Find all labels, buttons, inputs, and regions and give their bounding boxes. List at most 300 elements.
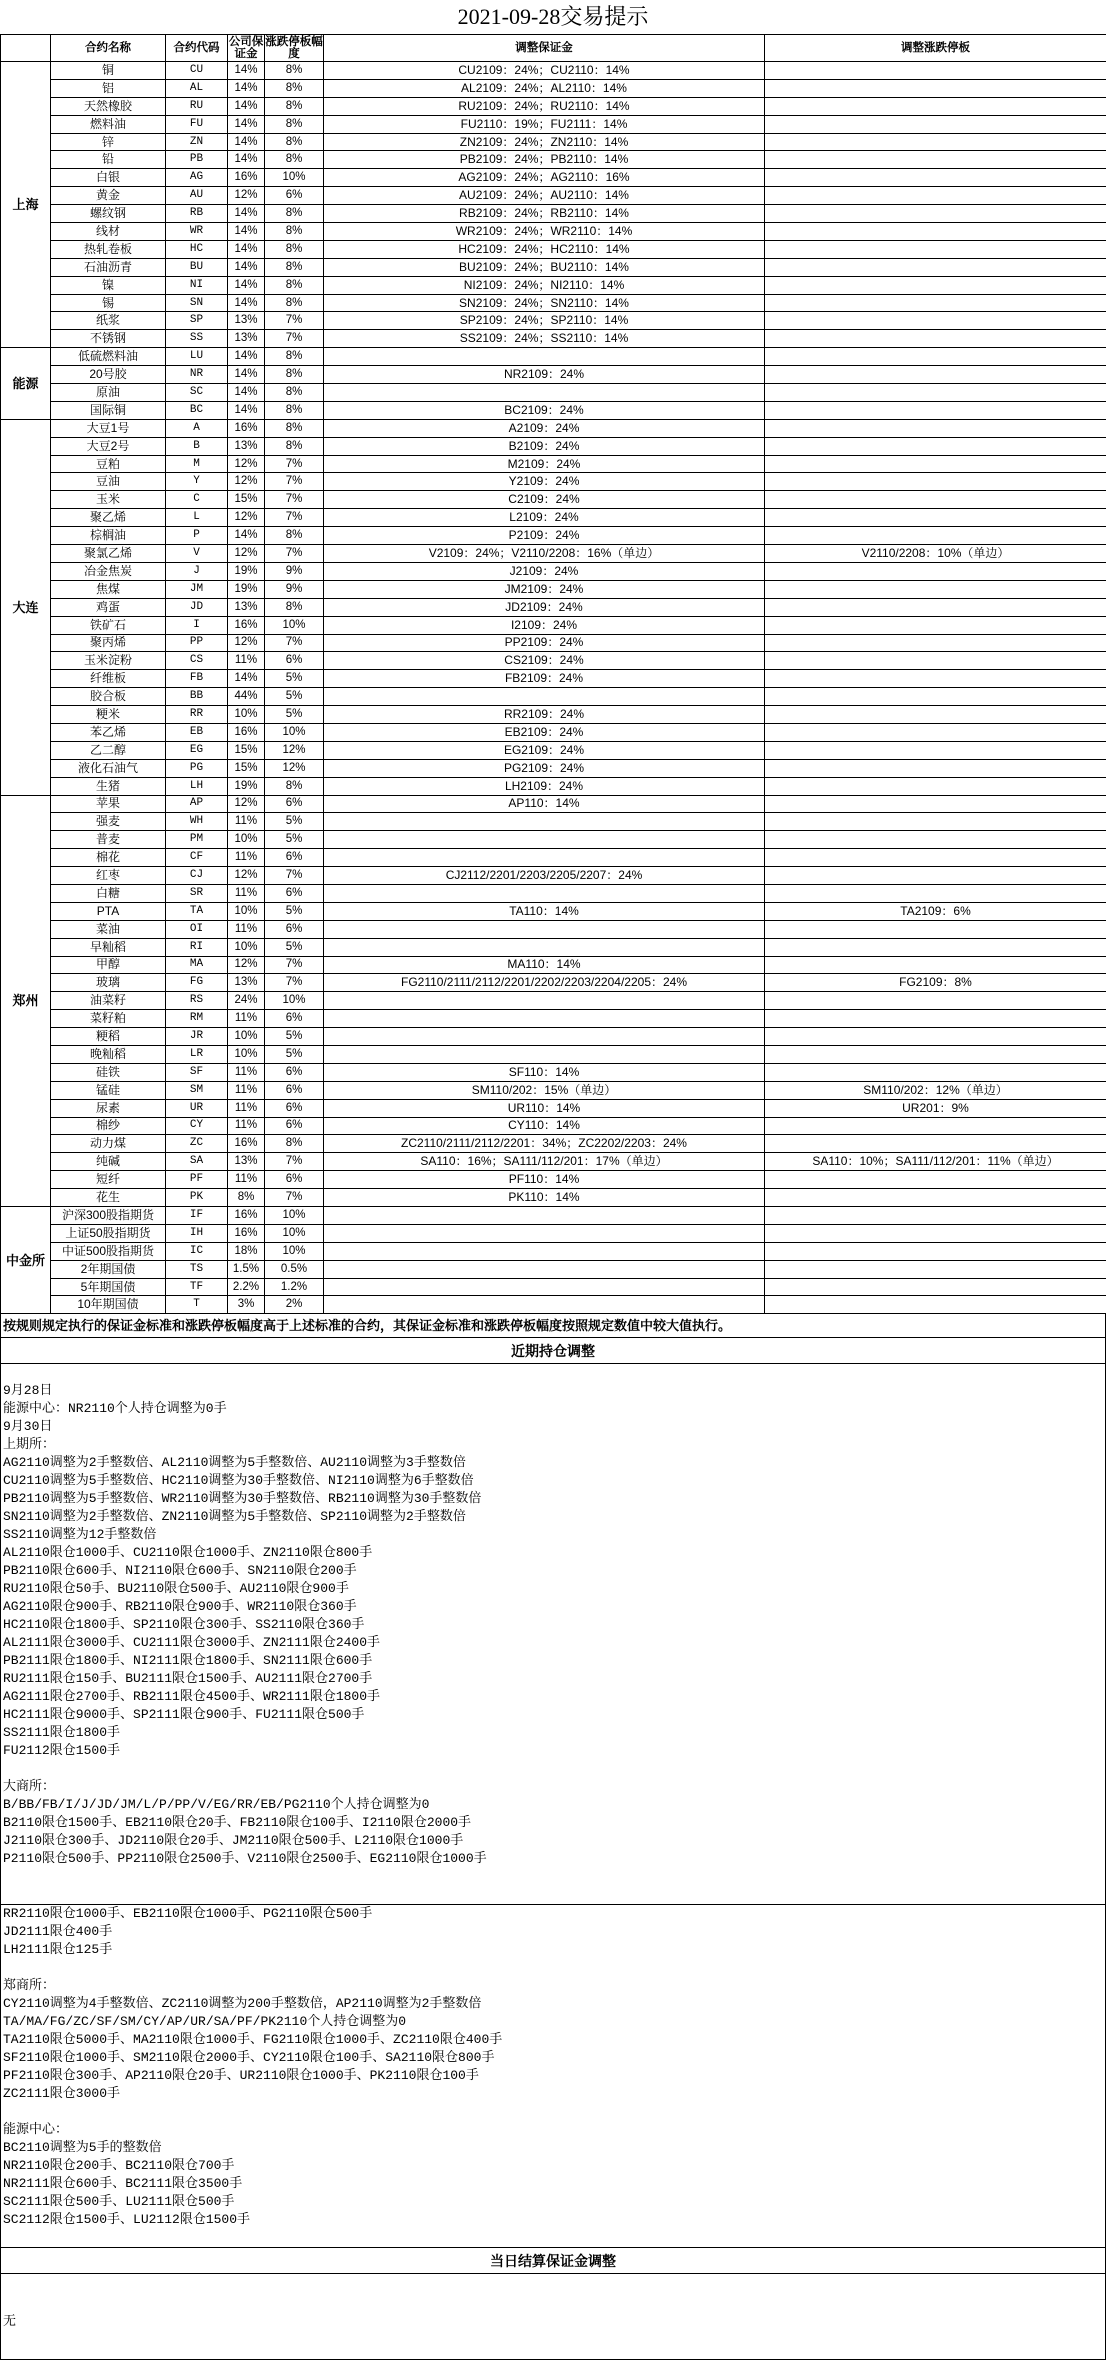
adjustment-line: PF2110限仓300手、AP2110限仓20手、UR2110限仓1000手、PK2110限仓100手 (3, 2068, 479, 2084)
contract-code-cell: I (166, 616, 228, 634)
contract-code-cell: J (166, 562, 228, 580)
price-limit-cell: 7% (265, 330, 324, 348)
price-limit-cell: 7% (265, 956, 324, 974)
contract-code-cell: OI (166, 920, 228, 938)
adjusted-margin-cell: NI2109：24%；NI2110：14% (324, 276, 765, 294)
contract-code-cell: V (166, 545, 228, 563)
table-row (1, 1099, 1106, 1117)
table-row (1, 276, 1106, 294)
table-row (1, 670, 1106, 688)
price-limit-cell: 6% (265, 1063, 324, 1081)
adjusted-margin-cell (324, 384, 765, 402)
company-margin-cell: 12% (228, 455, 265, 473)
adjusted-margin-cell: PB2109：24%；PB2110：14% (324, 151, 765, 169)
adjustment-line: 9月30日 (3, 1419, 53, 1435)
table-row (1, 562, 1106, 580)
adjustment-line: LH2111限仓125手 (3, 1942, 113, 1958)
contract-code-cell: MA (166, 956, 228, 974)
adjusted-limit-cell (765, 1189, 1106, 1207)
contract-code-cell: RS (166, 992, 228, 1010)
company-margin-cell: 11% (228, 813, 265, 831)
adjusted-margin-cell (324, 1010, 765, 1028)
adjusted-margin-cell: B2109：24% (324, 437, 765, 455)
adjusted-limit-cell (765, 849, 1106, 867)
adjusted-limit-cell (765, 598, 1106, 616)
contract-name-cell: 2年期国债 (51, 1260, 166, 1278)
contract-code-cell: EB (166, 723, 228, 741)
contract-name-cell: 生猪 (51, 777, 166, 795)
position-adjustment-block-1 (0, 1364, 1106, 1905)
adjusted-margin-cell: P2109：24% (324, 527, 765, 545)
contract-code-cell: IF (166, 1207, 228, 1225)
adjusted-margin-cell: EG2109：24% (324, 741, 765, 759)
company-margin-cell: 16% (228, 169, 265, 187)
price-limit-cell: 7% (265, 1189, 324, 1207)
company-margin-cell: 10% (228, 706, 265, 724)
adjustment-line (3, 2103, 1103, 2121)
contract-code-cell: AU (166, 187, 228, 205)
table-row (1, 1117, 1106, 1135)
table-row (1, 723, 1106, 741)
table-row (1, 688, 1106, 706)
adjusted-margin-cell: AG2109：24%；AG2110：16% (324, 169, 765, 187)
adjusted-limit-cell (765, 1063, 1106, 1081)
price-limit-cell: 9% (265, 580, 324, 598)
adjustment-line: 郑商所： (3, 1978, 56, 1994)
adjusted-limit-cell (765, 455, 1106, 473)
contract-code-cell: PM (166, 831, 228, 849)
company-margin-cell: 14% (228, 62, 265, 80)
price-limit-cell: 8% (265, 205, 324, 223)
adjusted-limit-cell (765, 759, 1106, 777)
adjustment-line (3, 1886, 1103, 1904)
contract-code-cell: FG (166, 974, 228, 992)
company-margin-cell: 10% (228, 1045, 265, 1063)
header-exchange (1, 35, 51, 62)
table-row (1, 330, 1106, 348)
adjusted-limit-cell (765, 491, 1106, 509)
contract-name-cell: 黄金 (51, 187, 166, 205)
adjusted-margin-cell: JM2109：24% (324, 580, 765, 598)
adjustment-line (3, 1868, 1103, 1886)
price-limit-cell: 8% (265, 777, 324, 795)
contract-name-cell: 豆油 (51, 473, 166, 491)
adjusted-limit-cell (765, 831, 1106, 849)
adjustment-line: RR2110限仓1000手、EB2110限仓1000手、PG2110限仓500手 (3, 1906, 373, 1922)
adjusted-margin-cell: PP2109：24% (324, 634, 765, 652)
table-row (1, 777, 1106, 795)
header-contract-name: 合约名称 (51, 35, 166, 62)
contract-code-cell: SP (166, 312, 228, 330)
contract-name-cell: 棕榈油 (51, 527, 166, 545)
adjusted-margin-cell (324, 831, 765, 849)
contract-name-cell: 大豆1号 (51, 419, 166, 437)
table-row (1, 115, 1106, 133)
margin-table (0, 34, 1106, 1314)
price-limit-cell: 1.2% (265, 1278, 324, 1296)
contract-code-cell: TF (166, 1278, 228, 1296)
company-margin-cell: 14% (228, 527, 265, 545)
adjusted-limit-cell (765, 1296, 1106, 1314)
table-row (1, 920, 1106, 938)
contract-name-cell: 油菜籽 (51, 992, 166, 1010)
table-row (1, 1153, 1106, 1171)
table-row (1, 992, 1106, 1010)
contract-code-cell: AP (166, 795, 228, 813)
adjusted-limit-cell (765, 1028, 1106, 1046)
adjusted-limit-cell (765, 956, 1106, 974)
company-margin-cell: 10% (228, 1028, 265, 1046)
company-margin-cell: 14% (228, 240, 265, 258)
adjusted-limit-cell (765, 1135, 1106, 1153)
company-margin-cell: 15% (228, 491, 265, 509)
adjusted-limit-cell: UR201：9% (765, 1099, 1106, 1117)
adjusted-limit-cell (765, 1224, 1106, 1242)
price-limit-cell: 8% (265, 401, 324, 419)
contract-name-cell: 花生 (51, 1189, 166, 1207)
adjusted-limit-cell (765, 151, 1106, 169)
contract-name-cell: 短纤 (51, 1171, 166, 1189)
price-limit-cell: 8% (265, 258, 324, 276)
adjusted-margin-cell: CU2109：24%；CU2110：14% (324, 62, 765, 80)
contract-code-cell: TA (166, 902, 228, 920)
company-margin-cell: 14% (228, 115, 265, 133)
contract-name-cell: 冶金焦炭 (51, 562, 166, 580)
adjusted-limit-cell (765, 240, 1106, 258)
adjustment-line: TA/MA/FG/ZC/SF/SM/CY/AP/UR/SA/PF/PK2110个人持仓调整为0 (3, 2014, 407, 2030)
adjusted-margin-cell (324, 1028, 765, 1046)
contract-code-cell: PF (166, 1171, 228, 1189)
price-limit-cell: 6% (265, 1099, 324, 1117)
price-limit-cell: 10% (265, 1224, 324, 1242)
contract-name-cell: 棉纱 (51, 1117, 166, 1135)
price-limit-cell: 7% (265, 867, 324, 885)
table-row (1, 902, 1106, 920)
table-row (1, 616, 1106, 634)
contract-code-cell: CS (166, 652, 228, 670)
contract-code-cell: RM (166, 1010, 228, 1028)
position-adjustment-title: 近期持仓调整 (0, 1338, 1106, 1364)
adjusted-margin-cell (324, 938, 765, 956)
rule-note: 按规则规定执行的保证金标准和涨跌停板幅度高于上述标准的合约，其保证金标准和涨跌停板幅度按照规定数值中较大值执行。 (0, 1314, 1106, 1338)
contract-code-cell: LH (166, 777, 228, 795)
adjustment-line: 上期所： (3, 1437, 56, 1453)
table-row (1, 62, 1106, 80)
adjusted-margin-cell (324, 992, 765, 1010)
adjustment-line: PB2110限仓600手、NI2110限仓600手、SN2110限仓200手 (3, 1563, 357, 1579)
adjusted-limit-cell (765, 401, 1106, 419)
adjusted-margin-cell: FG2110/2111/2112/2201/2202/2203/2204/2205：24% (324, 974, 765, 992)
adjustment-line (3, 1364, 1103, 1382)
adjusted-limit-cell (765, 616, 1106, 634)
adjustment-line: SC2112限仓1500手、LU2112限仓1500手 (3, 2212, 251, 2228)
contract-code-cell: T (166, 1296, 228, 1314)
company-margin-cell: 12% (228, 956, 265, 974)
adjustment-line: SS2110调整为12手整数倍 (3, 1527, 157, 1543)
company-margin-cell: 19% (228, 580, 265, 598)
contract-name-cell: 5年期国债 (51, 1278, 166, 1296)
company-margin-cell: 13% (228, 437, 265, 455)
contract-name-cell: 天然橡胶 (51, 97, 166, 115)
adjusted-margin-cell: UR110：14% (324, 1099, 765, 1117)
adjustment-line: CY2110调整为4手整数倍、ZC2110调整为200手整数倍，AP2110调整为2手整数倍 (3, 1996, 482, 2012)
company-margin-cell: 3% (228, 1296, 265, 1314)
company-margin-cell: 14% (228, 294, 265, 312)
table-row (1, 151, 1106, 169)
table-row (1, 97, 1106, 115)
contract-name-cell: 棉花 (51, 849, 166, 867)
price-limit-cell: 5% (265, 706, 324, 724)
adjustment-line: 9月28日 (3, 1383, 53, 1399)
table-row (1, 1278, 1106, 1296)
adjusted-limit-cell (765, 580, 1106, 598)
adjusted-limit-cell (765, 258, 1106, 276)
price-limit-cell: 7% (265, 974, 324, 992)
price-limit-cell: 6% (265, 920, 324, 938)
page-title: 2021-09-28交易提示 (457, 4, 649, 29)
contract-code-cell: BU (166, 258, 228, 276)
adjusted-margin-cell: AP110：14% (324, 795, 765, 813)
adjusted-margin-cell: RB2109：24%；RB2110：14% (324, 205, 765, 223)
header-adjusted-limit: 调整涨跌停板 (765, 35, 1106, 62)
adjusted-limit-cell: TA2109：6% (765, 902, 1106, 920)
company-margin-cell: 14% (228, 401, 265, 419)
contract-code-cell: SN (166, 294, 228, 312)
contract-name-cell: 早籼稻 (51, 938, 166, 956)
contract-name-cell: 燃料油 (51, 115, 166, 133)
table-row (1, 1224, 1106, 1242)
contract-code-cell: CF (166, 849, 228, 867)
adjustment-line: RU2110限仓50手、BU2110限仓500手、AU2110限仓900手 (3, 1581, 349, 1597)
contract-name-cell: 焦煤 (51, 580, 166, 598)
contract-name-cell: 鸡蛋 (51, 598, 166, 616)
company-margin-cell: 14% (228, 133, 265, 151)
contract-name-cell: 原油 (51, 384, 166, 402)
table-row (1, 813, 1106, 831)
table-row (1, 634, 1106, 652)
company-margin-cell: 19% (228, 562, 265, 580)
price-limit-cell: 8% (265, 437, 324, 455)
contract-name-cell: 石油沥青 (51, 258, 166, 276)
adjusted-limit-cell (765, 223, 1106, 241)
adjustment-line: NR2111限仓600手、BC2111限仓3500手 (3, 2176, 243, 2192)
company-margin-cell: 11% (228, 1010, 265, 1028)
table-row (1, 1296, 1106, 1314)
adjustment-line: RU2111限仓150手、BU2111限仓1500手、AU2111限仓2700手 (3, 1671, 373, 1687)
contract-name-cell: 粳米 (51, 706, 166, 724)
adjusted-limit-cell (765, 1242, 1106, 1260)
price-limit-cell: 5% (265, 938, 324, 956)
price-limit-cell: 6% (265, 652, 324, 670)
adjusted-limit-cell (765, 62, 1106, 80)
adjusted-limit-cell (765, 706, 1106, 724)
adjusted-limit-cell (765, 1207, 1106, 1225)
adjustment-line: B2110限仓1500手、EB2110限仓20手、FB2110限仓100手、I2110限仓2000手 (3, 1815, 472, 1831)
table-row (1, 706, 1106, 724)
adjustment-line: FU2112限仓1500手 (3, 1743, 121, 1759)
adjusted-margin-cell: EB2109：24% (324, 723, 765, 741)
contract-code-cell: CU (166, 62, 228, 80)
adjusted-limit-cell (765, 634, 1106, 652)
adjusted-margin-cell: PG2109：24% (324, 759, 765, 777)
price-limit-cell: 7% (265, 312, 324, 330)
company-margin-cell: 16% (228, 1224, 265, 1242)
contract-code-cell: JM (166, 580, 228, 598)
table-row (1, 1028, 1106, 1046)
table-row (1, 741, 1106, 759)
contract-code-cell: PB (166, 151, 228, 169)
adjusted-margin-cell: BC2109：24% (324, 401, 765, 419)
adjusted-limit-cell (765, 419, 1106, 437)
adjusted-limit-cell (765, 169, 1106, 187)
company-margin-cell: 10% (228, 938, 265, 956)
contract-name-cell: 螺纹钢 (51, 205, 166, 223)
price-limit-cell: 8% (265, 384, 324, 402)
table-row (1, 974, 1106, 992)
adjusted-limit-cell (765, 115, 1106, 133)
adjusted-limit-cell (765, 562, 1106, 580)
settlement-margin-title: 当日结算保证金调整 (0, 2248, 1106, 2274)
contract-code-cell: SR (166, 884, 228, 902)
adjustment-line: P2110限仓500手、PP2110限仓2500手、V2110限仓2500手、EG2110限仓1000手 (3, 1851, 487, 1867)
adjustment-line: JD2111限仓400手 (3, 1924, 113, 1940)
adjusted-margin-cell: TA110：14% (324, 902, 765, 920)
adjusted-limit-cell (765, 920, 1106, 938)
header-price-limit: 涨跌停板幅度 (265, 36, 323, 60)
company-margin-cell: 14% (228, 151, 265, 169)
price-limit-cell: 8% (265, 276, 324, 294)
company-margin-cell: 16% (228, 419, 265, 437)
price-limit-cell: 7% (265, 473, 324, 491)
adjusted-limit-cell (765, 813, 1106, 831)
table-row (1, 867, 1106, 885)
contract-code-cell: CY (166, 1117, 228, 1135)
adjusted-margin-cell: RR2109：24% (324, 706, 765, 724)
adjusted-margin-cell: CS2109：24% (324, 652, 765, 670)
contract-name-cell: 白银 (51, 169, 166, 187)
contract-code-cell: A (166, 419, 228, 437)
price-limit-cell: 12% (265, 759, 324, 777)
adjusted-margin-cell: AU2109：24%；AU2110：14% (324, 187, 765, 205)
exchange-cell: 大连 (1, 419, 51, 795)
contract-code-cell: JD (166, 598, 228, 616)
table-row (1, 1189, 1106, 1207)
company-margin-cell: 11% (228, 884, 265, 902)
contract-code-cell: NI (166, 276, 228, 294)
adjustment-line (3, 2229, 1103, 2247)
adjusted-limit-cell (765, 133, 1106, 151)
contract-code-cell: WR (166, 223, 228, 241)
adjusted-margin-cell: C2109：24% (324, 491, 765, 509)
adjusted-limit-cell (765, 741, 1106, 759)
contract-code-cell: C (166, 491, 228, 509)
company-margin-cell: 18% (228, 1242, 265, 1260)
company-margin-cell: 14% (228, 348, 265, 366)
company-margin-cell: 11% (228, 652, 265, 670)
price-limit-cell: 8% (265, 527, 324, 545)
adjusted-margin-cell: FU2110：19%；FU2111：14% (324, 115, 765, 133)
contract-name-cell: 白糖 (51, 884, 166, 902)
company-margin-cell: 14% (228, 366, 265, 384)
table-row (1, 956, 1106, 974)
adjusted-margin-cell (324, 920, 765, 938)
price-limit-cell: 6% (265, 1117, 324, 1135)
table-row (1, 491, 1106, 509)
contract-name-cell: 低硫燃料油 (51, 348, 166, 366)
price-limit-cell: 8% (265, 62, 324, 80)
company-margin-cell: 11% (228, 920, 265, 938)
adjusted-margin-cell (324, 688, 765, 706)
contract-code-cell: ZC (166, 1135, 228, 1153)
adjusted-limit-cell (765, 1171, 1106, 1189)
contract-code-cell: PG (166, 759, 228, 777)
table-row (1, 79, 1106, 97)
table-row (1, 580, 1106, 598)
company-margin-cell: 16% (228, 723, 265, 741)
contract-code-cell: TS (166, 1260, 228, 1278)
contract-code-cell: WH (166, 813, 228, 831)
adjusted-margin-cell: SN2109：24%；SN2110：14% (324, 294, 765, 312)
price-limit-cell: 7% (265, 634, 324, 652)
company-margin-cell: 16% (228, 1135, 265, 1153)
table-row (1, 795, 1106, 813)
contract-code-cell: HC (166, 240, 228, 258)
contract-name-cell: 大豆2号 (51, 437, 166, 455)
table-row (1, 312, 1106, 330)
adjusted-limit-cell (765, 1117, 1106, 1135)
adjusted-margin-cell: AL2109：24%；AL2110：14% (324, 79, 765, 97)
contract-name-cell: 菜籽粕 (51, 1010, 166, 1028)
adjusted-margin-cell: MA110：14% (324, 956, 765, 974)
adjusted-margin-cell: L2109：24% (324, 509, 765, 527)
company-margin-cell: 12% (228, 545, 265, 563)
contract-name-cell: 不锈钢 (51, 330, 166, 348)
adjusted-margin-cell (324, 884, 765, 902)
contract-name-cell: 铝 (51, 79, 166, 97)
table-row (1, 455, 1106, 473)
contract-name-cell: 国际铜 (51, 401, 166, 419)
price-limit-cell: 8% (265, 133, 324, 151)
adjusted-limit-cell (765, 79, 1106, 97)
adjusted-margin-cell (324, 849, 765, 867)
adjusted-margin-cell (324, 813, 765, 831)
adjusted-margin-cell (324, 1260, 765, 1278)
table-row (1, 1063, 1106, 1081)
adjusted-limit-cell (765, 777, 1106, 795)
table-row (1, 1135, 1106, 1153)
adjusted-limit-cell (765, 795, 1106, 813)
contract-name-cell: 聚乙烯 (51, 509, 166, 527)
table-row (1, 187, 1106, 205)
contract-code-cell: ZN (166, 133, 228, 151)
company-margin-cell: 14% (228, 79, 265, 97)
company-margin-cell: 12% (228, 795, 265, 813)
contract-name-cell: 玻璃 (51, 974, 166, 992)
adjusted-limit-cell (765, 294, 1106, 312)
contract-name-cell: 强麦 (51, 813, 166, 831)
header-company-margin: 公司保证金 (228, 36, 264, 60)
adjusted-margin-cell: BU2109：24%；BU2110：14% (324, 258, 765, 276)
adjusted-margin-cell: WR2109：24%；WR2110：14% (324, 223, 765, 241)
adjustment-line: AG2110调整为2手整数倍、AL2110调整为5手整数倍、AU2110调整为3手整数倍 (3, 1455, 466, 1471)
adjusted-limit-cell (765, 384, 1106, 402)
table-row (1, 348, 1106, 366)
price-limit-cell: 8% (265, 366, 324, 384)
company-margin-cell: 2.2% (228, 1278, 265, 1296)
contract-code-cell: IH (166, 1224, 228, 1242)
company-margin-cell: 19% (228, 777, 265, 795)
company-margin-cell: 13% (228, 598, 265, 616)
